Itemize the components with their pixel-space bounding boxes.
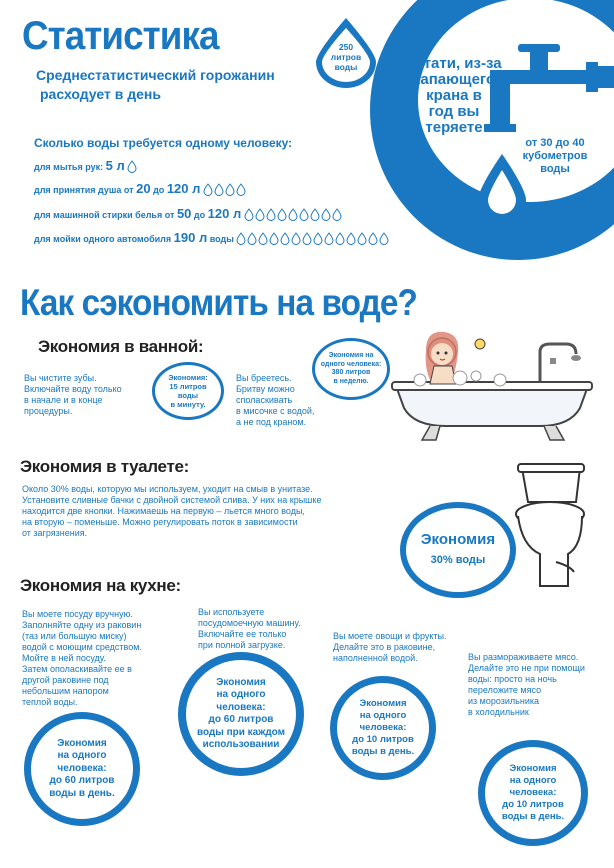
faucet-line: крана в [426, 87, 482, 104]
water-drop-icon [280, 232, 290, 245]
text-line: на вторую – поменьше. Можно регулировать поток в зависимости [22, 517, 298, 527]
text-line: Затем ополаскивайте ее в [22, 664, 132, 674]
water-drop-icon [346, 232, 356, 245]
ring-line: одного человека: [320, 360, 382, 368]
kitchen-text-vegetables [333, 631, 447, 664]
need-to: до [153, 185, 165, 195]
need-row-car [34, 230, 390, 245]
ring-line: Экономия [359, 698, 407, 709]
water-drop-icon [214, 183, 224, 196]
faucet-loss-line: воды [540, 163, 570, 175]
drops-row [244, 210, 343, 220]
subtitle-line: расходует в день [40, 86, 161, 102]
text-line: переложите мясо [468, 685, 542, 695]
section-title: Как сэкономить на воде? [20, 282, 417, 323]
water-drop-icon [266, 208, 276, 221]
text-line: в холодильник [468, 707, 529, 717]
ring-line: воды в день. [351, 746, 415, 757]
water-drop-icon [324, 232, 334, 245]
faucet-line: Кстати, из-за [406, 55, 502, 72]
bath-savings-ring-2 [312, 338, 390, 400]
ring-line: человека: [359, 722, 407, 733]
text-line: другой раковине под [22, 675, 109, 685]
text-line: Включайте ее только [198, 629, 287, 639]
ring-line: воды в день. [501, 811, 565, 822]
toilet-illustration [510, 462, 590, 594]
water-drop-icon [277, 208, 287, 221]
ring-line: на одного [216, 689, 266, 700]
need-label: для мытья рук: [34, 162, 104, 172]
faucet-loss-line: от 30 до 40 [525, 137, 585, 149]
kitchen-savings-ring-3 [330, 676, 436, 780]
text-line: посудомоечную машину. [198, 618, 301, 628]
drops-row [127, 162, 138, 172]
ring-line: Экономия [420, 531, 496, 548]
text-line: находится две кнопки. Нажимаешь на первую – льется много воды, [22, 506, 305, 516]
text-line: споласкивать [236, 395, 293, 405]
water-drop-icon [310, 208, 320, 221]
water-drop-icon [225, 183, 235, 196]
page-title: Статистика [22, 14, 219, 58]
water-drop-icon [247, 232, 257, 245]
faucet-loss-line: кубометров [522, 150, 588, 162]
faucet-line: год вы [428, 103, 480, 120]
ring-line: на одного [359, 710, 407, 721]
ring-line: до 60 литров [208, 714, 274, 725]
kitchen-savings-ring-4 [478, 740, 588, 846]
ring-line: 380 литров [331, 369, 371, 376]
text-line: небольшим напором [22, 686, 109, 696]
kitchen-title: Экономия на кухне: [20, 576, 181, 595]
page-subtitle [36, 66, 275, 104]
toilet-savings-ring [400, 502, 516, 598]
need-row-laundry [34, 206, 343, 221]
water-drop-icon [357, 232, 367, 245]
bath-title: Экономия в ванной: [38, 337, 204, 356]
need-from: от [123, 185, 134, 195]
text-line: Вы используете [198, 607, 265, 617]
ring-line: на одного [509, 775, 557, 786]
kitchen-savings-ring-1 [24, 712, 140, 826]
ring-line: воды [177, 391, 199, 400]
ring-line: человека: [57, 762, 107, 774]
water-drop-icon [379, 232, 389, 245]
ring-line: Экономия [509, 763, 557, 774]
water-drop-icon [127, 160, 137, 173]
ring-line: до 60 литров [49, 775, 115, 787]
text-line: Включайте воду только [24, 384, 122, 394]
water-drop-icon [236, 232, 246, 245]
water-drop-icon [236, 183, 246, 196]
text-line: Вы размораживаете мясо. [468, 652, 579, 662]
faucet-line: капающего [412, 71, 496, 88]
text-line: в начале и в конце [24, 395, 103, 405]
water-drop-icon [288, 208, 298, 221]
text-line: от загрязнения. [22, 528, 88, 538]
bath-text-teeth [24, 373, 122, 417]
water-drop-icon [291, 232, 301, 245]
water-drop-icon [255, 208, 265, 221]
kitchen-text-meat [468, 652, 585, 718]
toilet-text [22, 484, 321, 539]
bath-text-shave [236, 373, 314, 428]
text-line: водой с моющим средством. [22, 642, 142, 652]
text-line: Вы бреетесь. [236, 373, 292, 383]
toilet-title: Экономия в туалете: [20, 457, 190, 476]
need-from: от [164, 210, 175, 220]
water-drop-icon [368, 232, 378, 245]
text-line: Около 30% воды, которую мы используем, уходит на смыв в унитазе. [22, 484, 313, 494]
water-drop-icon [244, 208, 254, 221]
need-suffix: воды [209, 234, 234, 244]
water-drop-icon [299, 208, 309, 221]
text-line: наполненной водой. [333, 653, 418, 663]
daily-usage-unit: воды [334, 62, 358, 72]
bath-savings-ring-1 [152, 362, 224, 420]
faucet-line: теряете [425, 119, 483, 136]
faucet-loss [512, 137, 598, 176]
text-line: Делайте это в раковине, [333, 642, 436, 652]
daily-usage-label [312, 42, 380, 72]
drops-row [236, 234, 390, 244]
need-row-hands [34, 158, 138, 173]
kitchen-savings-ring-2 [178, 652, 304, 776]
ring-line: Экономия на [328, 352, 374, 359]
ring-line: 15 литров [169, 382, 207, 391]
subtitle-line: Среднестатистический горожанин [36, 67, 275, 83]
daily-usage-unit: литров [330, 52, 362, 62]
water-drop-icon [203, 183, 213, 196]
ring-line: 30% воды [430, 554, 486, 566]
text-line: Заполняйте одну из раковин [22, 620, 142, 630]
water-drop-icon [335, 232, 345, 245]
needs-title: Сколько воды требуется одному человеку: [34, 136, 293, 150]
ring-line: до 10 литров [352, 734, 414, 745]
water-drop-icon [313, 232, 323, 245]
ring-line: до 10 литров [502, 799, 564, 810]
need-to: до [193, 210, 206, 220]
text-line: при полной загрузке. [198, 640, 286, 650]
drops-row [203, 185, 247, 195]
kitchen-text-dishes [22, 609, 142, 708]
water-drop-icon [332, 208, 342, 221]
ring-line: в минуту. [170, 400, 206, 409]
kitchen-text-dishwasher [198, 607, 301, 651]
need-label: для машинной стирки белья [34, 210, 163, 220]
ring-line: в неделю. [333, 377, 369, 385]
text-line: Установите сливные бачки с двойной системой слива. У них на крышке [22, 495, 322, 505]
text-line: Вы моете овощи и фрукты. [333, 631, 447, 641]
text-line: Мойте в ней посуду. [22, 653, 106, 663]
need-value: 50 [176, 206, 192, 221]
need-value: 20 [136, 181, 151, 196]
text-line: воды: просто на ночь [468, 674, 557, 684]
text-line: в мисочке с водой, [236, 406, 315, 416]
text-line: теплой воды. [22, 697, 78, 707]
faucet-fact [400, 56, 508, 136]
ring-line: человека: [509, 787, 557, 798]
need-label: для принятия душа [34, 185, 122, 195]
water-drop-icon [302, 232, 312, 245]
text-line: Бритву можно [236, 384, 295, 394]
text-line: из морозильника [468, 696, 539, 706]
text-line: а не под краном. [236, 417, 307, 427]
ring-line: человека: [216, 701, 266, 713]
water-drop-icon [269, 232, 279, 245]
water-drop-icon [258, 232, 268, 245]
daily-usage-value: 250 [338, 42, 354, 52]
water-drop-icon [321, 208, 331, 221]
text-line: Вы моете посуду вручную. [22, 609, 133, 619]
ring-line: Экономия [216, 676, 266, 688]
ring-line: Экономия: [168, 373, 208, 382]
need-label: для мойки одного автомобиля [34, 234, 172, 244]
ring-line: использовании [202, 739, 280, 750]
ring-line: воды при каждом [196, 726, 286, 738]
need-value: 120 л [166, 181, 201, 196]
text-line: (таз или большую миску) [22, 631, 127, 641]
text-line: Делайте это не при помощи [468, 663, 585, 673]
ring-line: Экономия [57, 737, 107, 749]
need-value: 5 л [105, 158, 125, 173]
need-value: 190 л [173, 230, 208, 245]
need-value: 120 л [207, 206, 242, 221]
ring-line: на одного [57, 750, 107, 762]
text-line: процедуры. [24, 406, 73, 416]
need-row-shower [34, 181, 247, 196]
ring-line: воды в день. [49, 787, 115, 799]
bathtub-illustration [390, 322, 600, 446]
text-line: Вы чистите зубы. [24, 373, 97, 383]
